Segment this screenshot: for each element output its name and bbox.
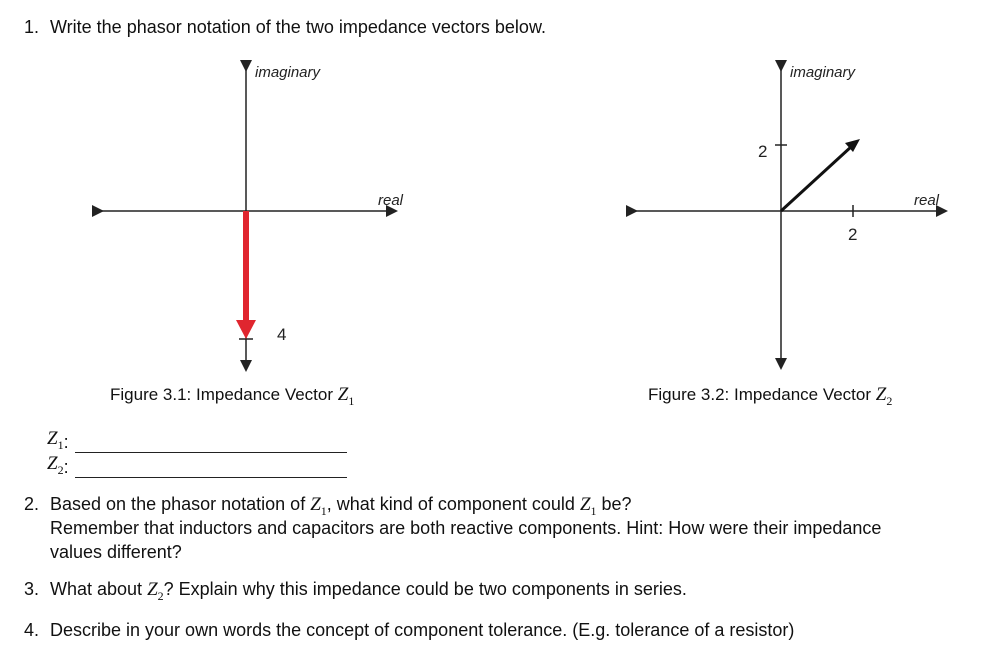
vector-arrowhead (236, 320, 256, 339)
question-text: Based on the phasor notation of $Z_1$, what kind of component could $Z_1$ be? (50, 494, 632, 518)
axis-label-real: real (378, 192, 404, 209)
figure-caption-3-1: Figure 3.1: Impedance Vector $Z_1$ (110, 384, 355, 408)
impedance-vector-z2 (781, 146, 852, 211)
figure-caption-3-2: Figure 3.2: Impedance Vector $Z_2$ (648, 384, 893, 408)
question-number: 3. (24, 579, 40, 599)
question-number: 2. (24, 494, 40, 514)
tick-label: 4 (277, 325, 287, 344)
figure-3-1 (90, 56, 430, 376)
answer-row-z2: $Z_2$ : (47, 453, 347, 478)
question-text: What about $Z_2$? Explain why this impedance could be two components in series. (50, 579, 687, 603)
question-number: 4. (24, 620, 40, 640)
figure-3-2 (624, 56, 964, 376)
axis-label-imaginary: imaginary (255, 64, 321, 81)
axis-label-imaginary: imaginary (790, 64, 856, 81)
question-number: 1. (24, 17, 40, 37)
question-2-line-3: values different? (50, 542, 182, 562)
answer-label: $Z_2$ (47, 453, 64, 477)
answer-row-z1: $Z_1$ : (47, 428, 347, 453)
tick-label-y: 2 (758, 142, 768, 161)
question-text: Write the phasor notation of the two impedance vectors below. (50, 17, 546, 37)
answer-label: $Z_1$ (47, 428, 64, 452)
answer-blank-z2[interactable] (75, 459, 347, 478)
tick-label-x: 2 (848, 225, 858, 244)
answer-blank-z1[interactable] (75, 434, 347, 453)
question-2-line-2: Remember that inductors and capacitors are both reactive components. Hint: How were their impedance (50, 518, 882, 538)
axis-label-real: real (914, 192, 940, 209)
question-text: Describe in your own words the concept of component tolerance. (E.g. tolerance of a resistor) (50, 620, 795, 640)
